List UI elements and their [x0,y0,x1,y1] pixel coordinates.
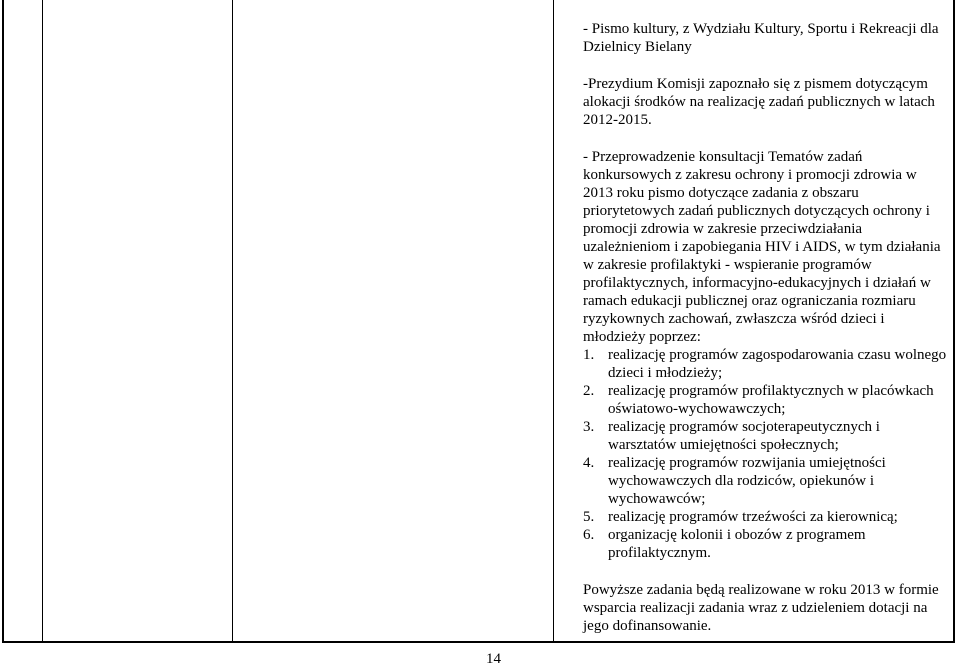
page-number: 14 [486,651,501,667]
list-number: 2. [583,383,595,399]
list-item [583,382,948,418]
list-item-text: realizację programów zagospodarowania czasu wolnego dzieci i młodzieży; [608,347,947,381]
list-item [583,526,948,562]
list-item [583,418,948,454]
paragraph-summary: Powyższe zadania będą realizowane w roku 2013 w formie wsparcia realizacji zadania wraz z udzieleniem dotacji na jego dofinansowanie. [583,582,939,634]
list-item [583,346,948,382]
list-item [583,454,948,508]
list-item-text: realizację programów trzeźwości za kierownicą; [608,509,898,525]
list-item-text: realizację programów rozwijania umiejętności wychowawczych dla rodziców, opiekunów i wychowawców; [608,455,886,507]
list-item-text: realizację programów profilaktycznych w placówkach oświatowo-wychowawczych; [608,383,934,417]
paragraph-presidium: -Prezydium Komisji zapoznało się z pismem dotyczącym alokacji środków na realizację zadań publicznych w latach 2012-2015. [583,76,935,128]
table-border-col1 [42,0,43,643]
list-number: 4. [583,455,595,471]
table-border-right [953,0,955,643]
list-number: 3. [583,419,595,435]
paragraph-letter-culture: - Pismo kultury, z Wydziału Kultury, Sportu i Rekreacji dla Dzielnicy Bielany [583,21,939,55]
paragraph-consultation: - Przeprowadzenie konsultacji Tematów zadań konkursowych z zakresu ochrony i promocji zdrowia w 2013 roku pismo dotyczące zadania z obszaru priorytetowych zadań publicznych dotyczących ochrony i promocji zdrowia w zakresie przeciwdziałania uzależnieniom i zapobiegania HIV i AIDS, w tym działania w zakresie profilaktyki - wspieranie programów profilaktycznych, informacyjno-edukacyjnych i działań w ramach edukacji publicznej oraz ograniczania rozmiaru ryzykownych zachowań, zwłaszcza wśród dzieci i młodzieży poprzez: [583,149,941,345]
table-border-left [2,0,4,643]
table-cell-content [583,20,948,635]
list-number: 1. [583,347,595,363]
list-number: 5. [583,509,595,525]
table-border-bottom [2,641,955,643]
list-item-text: realizację programów socjoterapeutycznych i warsztatów umiejętności społecznych; [608,419,880,453]
table-border-col2 [232,0,233,643]
list-number: 6. [583,527,595,543]
list-item [583,508,948,526]
table-border-col3 [553,0,554,643]
list-item-text: organizację kolonii i obozów z programem profilaktycznym. [608,527,866,561]
program-list [583,346,948,562]
